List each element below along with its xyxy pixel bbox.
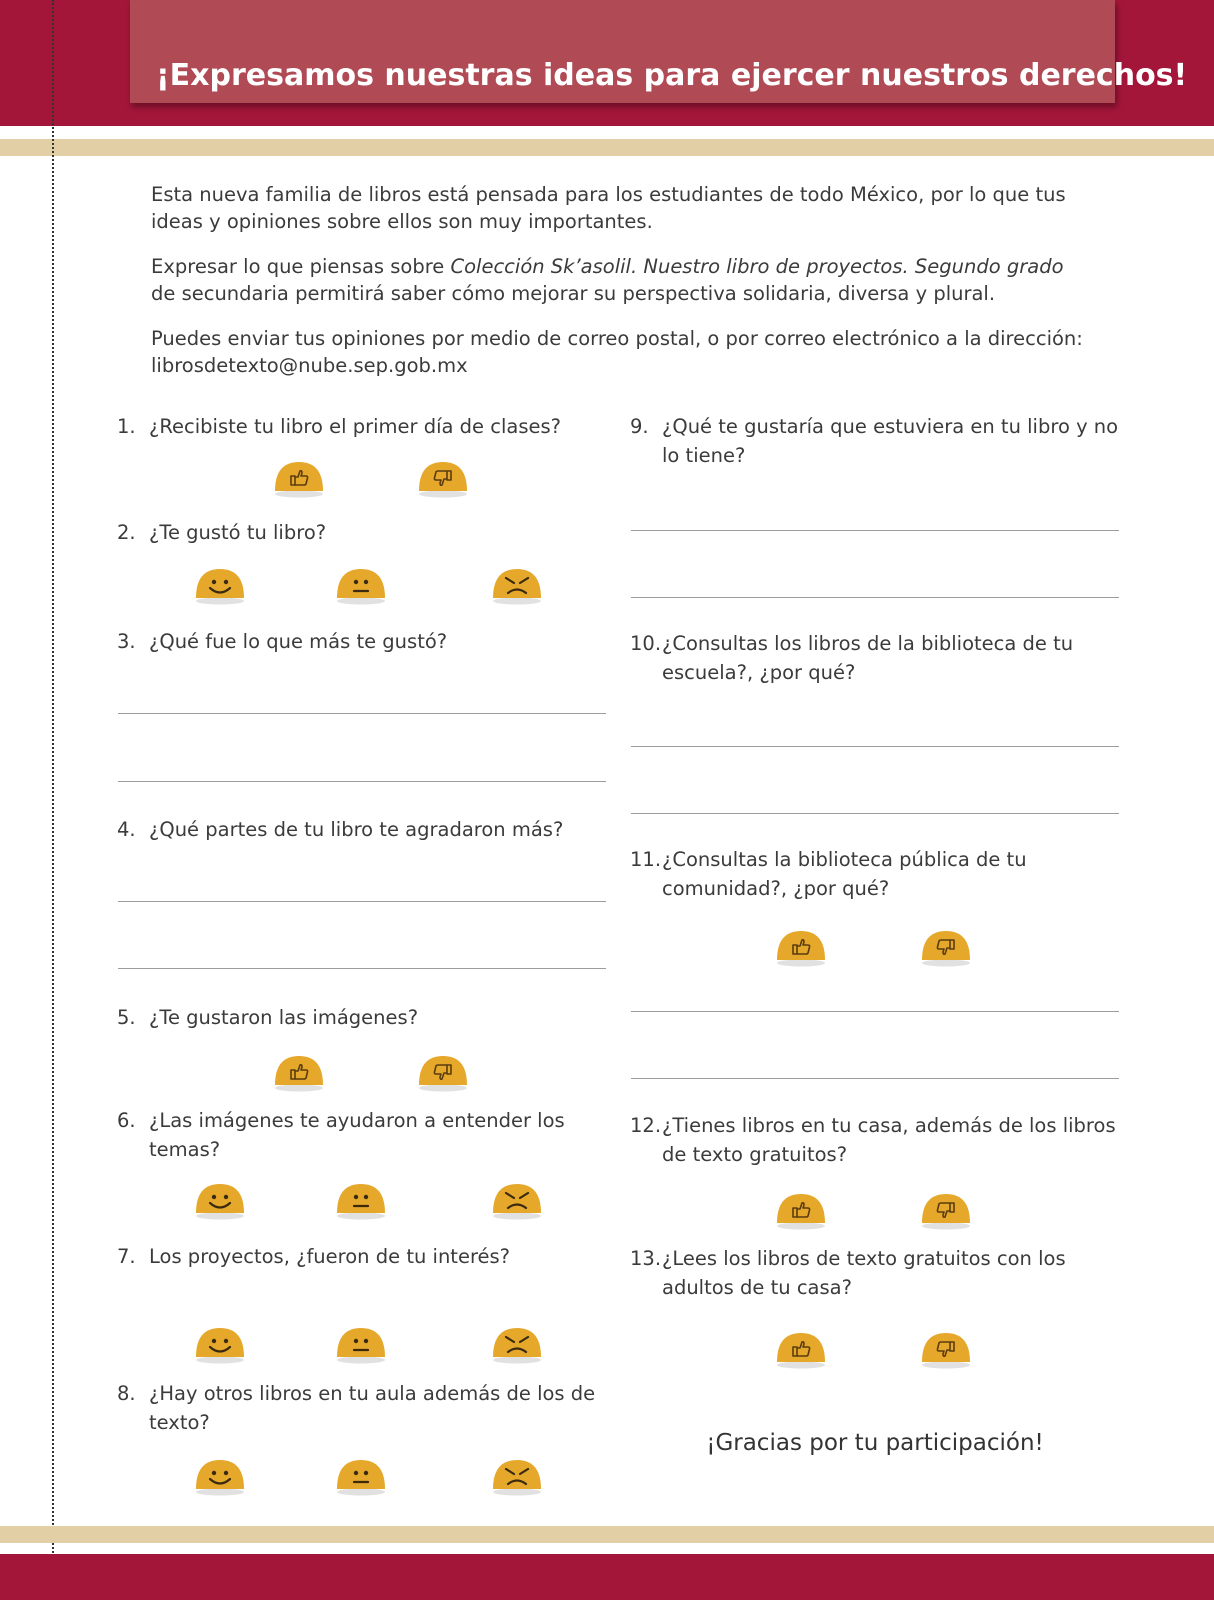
question-number: 5. xyxy=(117,1006,136,1029)
question-text: ¿Tienes libros en tu casa, además de los libros xyxy=(662,1114,1116,1137)
happy-face-icon[interactable] xyxy=(194,1180,246,1220)
thumbs-down-icon[interactable] xyxy=(920,927,972,967)
intro-paragraph-1: Esta nueva familia de libros está pensada para los estudiantes de todo México, por lo que tus ideas y opiniones sobre ellos son muy importantes. xyxy=(151,183,1066,233)
question-number: 4. xyxy=(117,818,136,841)
thumbs-up-icon[interactable] xyxy=(775,1190,827,1230)
question-text: ¿Lees los libros de texto gratuitos con los xyxy=(662,1247,1066,1270)
footer-band xyxy=(0,1554,1214,1600)
thumbs-down-icon[interactable] xyxy=(920,1190,972,1230)
thumbs-up-icon[interactable] xyxy=(775,927,827,967)
answer-line[interactable] xyxy=(631,1078,1119,1079)
question-text-line-2: texto? xyxy=(149,1411,210,1434)
question-number: 9. xyxy=(630,415,649,438)
answer-line[interactable] xyxy=(118,968,606,969)
question-text: ¿Te gustaron las imágenes? xyxy=(149,1006,419,1029)
question-text: ¿Qué partes de tu libro te agradaron más? xyxy=(149,818,564,841)
thumbs-down-icon[interactable] xyxy=(920,1329,972,1369)
question-text: ¿Te gustó tu libro? xyxy=(149,521,327,544)
answer-line[interactable] xyxy=(631,746,1119,747)
question-number: 13. xyxy=(630,1247,662,1270)
question-text: ¿Recibiste tu libro el primer día de clases? xyxy=(149,415,561,438)
contact-email[interactable]: librosdetexto@nube.sep.gob.mx xyxy=(151,354,468,377)
question-text-line-2: lo tiene? xyxy=(662,444,746,467)
beige-stripe-top xyxy=(0,139,1214,156)
happy-face-icon[interactable] xyxy=(194,1456,246,1496)
question-text-line-2: escuela?, ¿por qué? xyxy=(662,661,856,684)
happy-face-icon[interactable] xyxy=(194,565,246,605)
question-number: 6. xyxy=(117,1109,136,1132)
thumbs-down-icon[interactable] xyxy=(417,458,469,498)
question-text: Los proyectos, ¿fueron de tu interés? xyxy=(149,1245,511,1268)
intro-paragraph-2 xyxy=(151,253,1091,307)
question-number: 2. xyxy=(117,521,136,544)
thumbs-up-icon[interactable] xyxy=(775,1329,827,1369)
question-number: 12. xyxy=(630,1114,662,1137)
answer-line[interactable] xyxy=(631,1011,1119,1012)
book-title: Colección Sk’asolil. Nuestro libro de proyectos. Segundo grado xyxy=(450,255,1064,278)
intro-p2-before: Expresar lo que piensas sobre xyxy=(151,255,451,278)
neutral-face-icon[interactable] xyxy=(335,565,387,605)
question-number: 10. xyxy=(630,632,662,655)
question-text: ¿Consultas los libros de la biblioteca de tu xyxy=(662,632,1074,655)
angry-face-icon[interactable] xyxy=(491,1180,543,1220)
question-text-line-2: adultos de tu casa? xyxy=(662,1276,852,1299)
neutral-face-icon[interactable] xyxy=(335,1324,387,1364)
answer-line[interactable] xyxy=(118,781,606,782)
question-text-line-2: temas? xyxy=(149,1138,221,1161)
question-number: 1. xyxy=(117,415,136,438)
question-number: 8. xyxy=(117,1382,136,1405)
answer-line[interactable] xyxy=(631,813,1119,814)
beige-stripe-bottom xyxy=(0,1526,1214,1543)
dotted-cut-line xyxy=(52,0,54,1600)
angry-face-icon[interactable] xyxy=(491,1456,543,1496)
intro-paragraph-3: Puedes enviar tus opiniones por medio de correo postal, o por correo electrónico a la dirección: xyxy=(151,327,1083,350)
neutral-face-icon[interactable] xyxy=(335,1456,387,1496)
thank-you-message: ¡Gracias por tu participación! xyxy=(706,1430,1044,1456)
question-text: ¿Las imágenes te ayudaron a entender los xyxy=(149,1109,565,1132)
thumbs-up-icon[interactable] xyxy=(273,1052,325,1092)
question-text: ¿Qué te gustaría que estuviera en tu libro y no xyxy=(662,415,1119,438)
question-text: ¿Qué fue lo que más te gustó? xyxy=(149,630,448,653)
question-text-line-2: de texto gratuitos? xyxy=(662,1143,848,1166)
thumbs-down-icon[interactable] xyxy=(417,1052,469,1092)
page-title: ¡Expresamos nuestras ideas para ejercer nuestros derechos! xyxy=(156,58,1188,93)
answer-line[interactable] xyxy=(118,713,606,714)
question-text-line-2: comunidad?, ¿por qué? xyxy=(662,877,890,900)
happy-face-icon[interactable] xyxy=(194,1324,246,1364)
answer-line[interactable] xyxy=(631,530,1119,531)
angry-face-icon[interactable] xyxy=(491,1324,543,1364)
intro-p2-after: de secundaria permitirá saber cómo mejorar su perspectiva solidaria, diversa y plural. xyxy=(151,282,996,305)
question-number: 7. xyxy=(117,1245,136,1268)
neutral-face-icon[interactable] xyxy=(335,1180,387,1220)
angry-face-icon[interactable] xyxy=(491,565,543,605)
answer-line[interactable] xyxy=(118,901,606,902)
title-box xyxy=(130,0,1188,103)
thumbs-up-icon[interactable] xyxy=(273,458,325,498)
question-number: 3. xyxy=(117,630,136,653)
question-number: 11. xyxy=(630,848,662,871)
answer-line[interactable] xyxy=(631,597,1119,598)
question-text: ¿Hay otros libros en tu aula además de los de xyxy=(149,1382,596,1405)
question-text: ¿Consultas la biblioteca pública de tu xyxy=(662,848,1027,871)
